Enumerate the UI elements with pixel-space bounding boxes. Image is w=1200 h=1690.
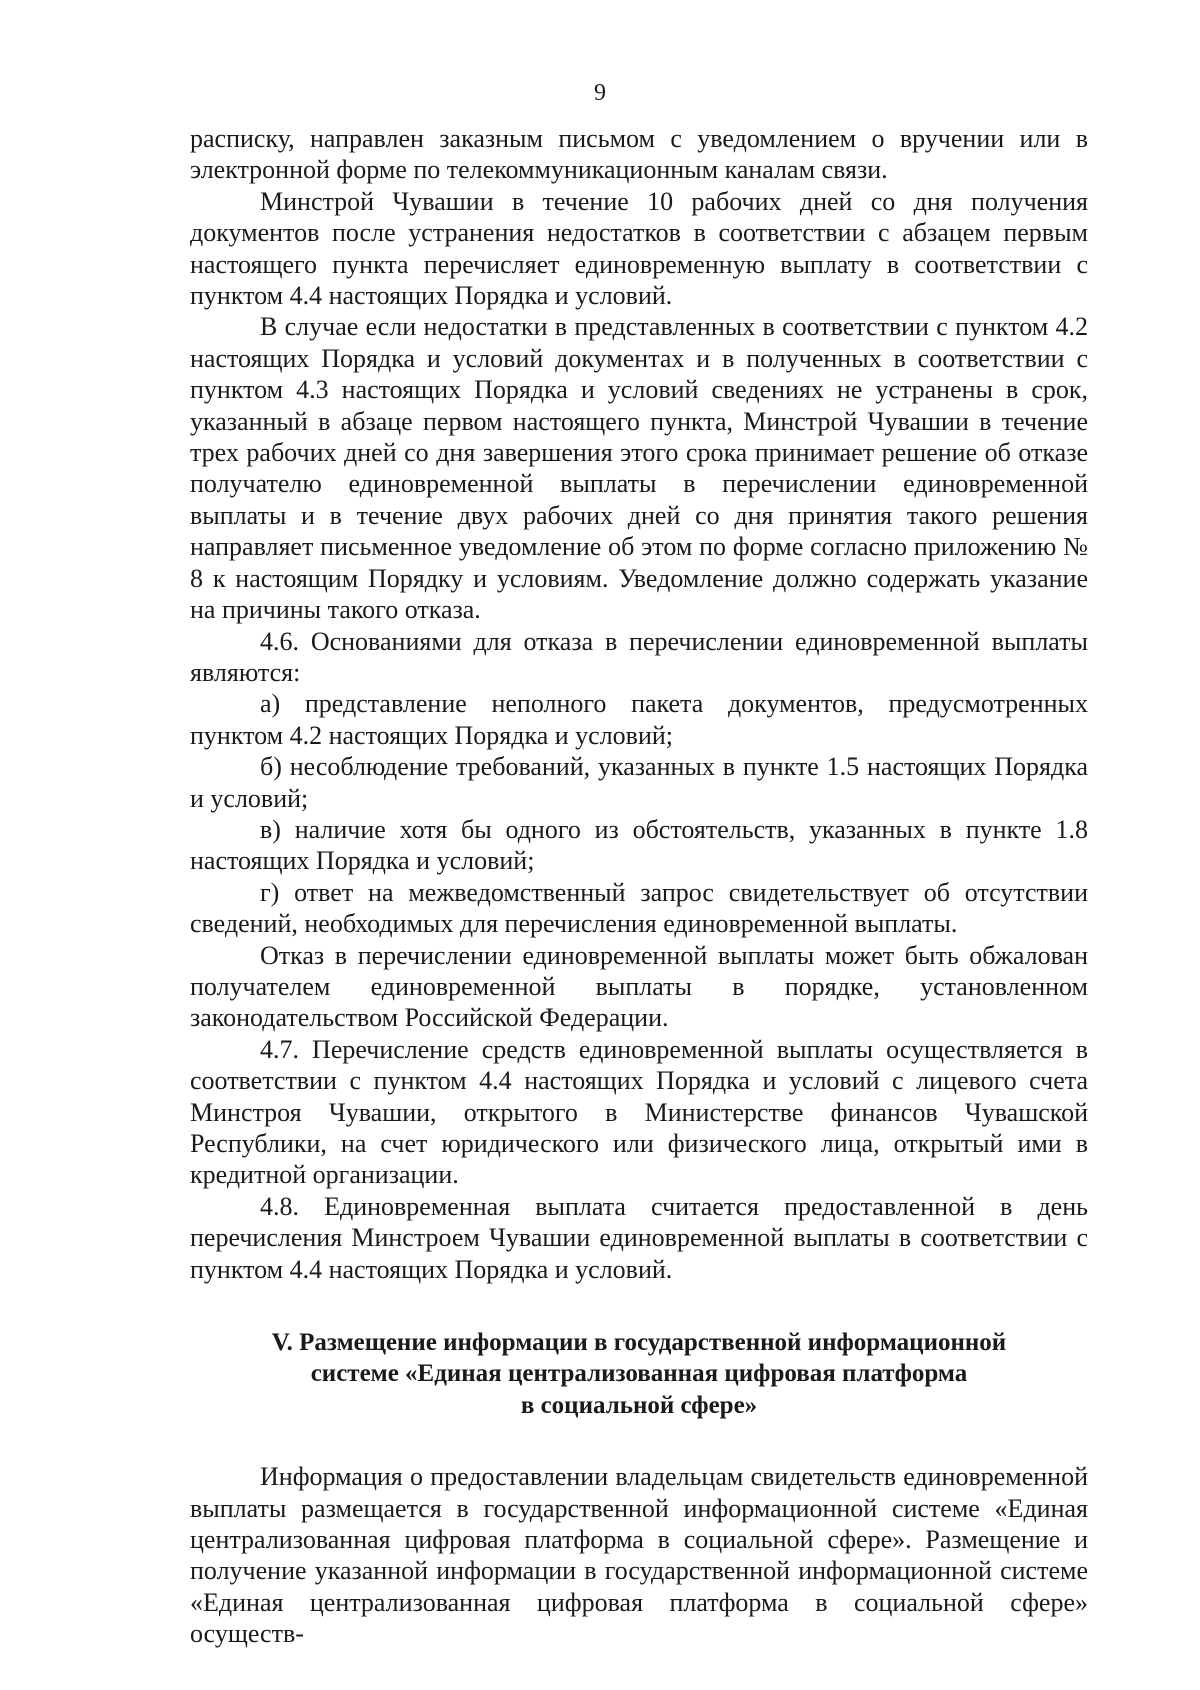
paragraph: В случае если недостатки в представленных в соответствии с пунктом 4.2 настоящих Порядка и условий документах и в полученных в соответствии с пунктом 4.3 настоящих Порядка и условий сведениях не устранены в срок, указанный в абзаце первом настоящего пункта, Минстрой Чувашии в течение трех рабочих дней со дня завершения этого срока принимает решение об отказе получателю единовременной выплаты в перечислении единовременной выплаты и в течение двух рабочих дней со дня принятия такого решения направляет письменное уведомление об этом по форме согласно приложению № 8 к настоящим Порядку и условиям. Уведомление должно содержать указание на причины такого отказа. (190, 312, 1088, 625)
section-heading-line-3: в социальной сфере» (520, 1391, 758, 1419)
document-body (190, 123, 1088, 1650)
page-number: 9 (594, 80, 606, 106)
paragraph: б) несоблюдение требований, указанных в пункте 1.5 настоящих Порядка и условий; (190, 752, 1088, 813)
paragraph: 4.6. Основаниями для отказа в перечислении единовременной выплаты являются: (190, 626, 1088, 687)
paragraphs-after-section (190, 1461, 1088, 1649)
paragraph: Минстрой Чувашии в течение 10 рабочих дней со дня получения документов после устранения недостатков в соответствии с абзацем первым настоящего пункта перечисляет единовременную выплату в соответствии с пунктом 4.4 настоящих Порядка и условий. (190, 186, 1088, 311)
paragraph: 4.7. Перечисление средств единовременной выплаты осуществляется в соответствии с пунктом 4.4 настоящих Порядка и условий с лицевого счета Минстроя Чувашии, открытого в Министерстве финансов Чувашской Республики, на счет юридического или физического лица, открытый ими в кредитной организации. (190, 1034, 1088, 1190)
paragraph: Отказ в перечислении единовременной выплаты может быть обжалован получателем единовременной выплаты в порядке, установленном законодательством Российской Федерации. (190, 940, 1088, 1033)
section-heading-line-1: V. Размещение информации в государственной информационной (271, 1329, 1007, 1357)
paragraph: в) наличие хотя бы одного из обстоятельств, указанных в пункте 1.8 настоящих Порядка и условий; (190, 814, 1088, 876)
paragraph: расписку, направлен заказным письмом с уведомлением о вручении или в электронной форме по телекоммуникационным каналам связи. (190, 124, 1088, 185)
paragraphs-before-section (190, 123, 1088, 1285)
paragraph: Информация о предоставлении владельцам свидетельств единовременной выплаты размещается в государственной информационной системе «Единая централизованная цифровая платформа в социальной сфере». Размещение и получение указанной информации в государственной информационной системе «Единая централизованная цифровая платформа в социальной сфере» осуществ- (190, 1462, 1088, 1649)
paragraph: 4.8. Единовременная выплата считается предоставленной в день перечисления Минстроем Чувашии единовременной выплаты в соответствии с пунктом 4.4 настоящих Порядка и условий. (190, 1191, 1088, 1284)
paragraph: г) ответ на межведомственный запрос свидетельствует об отсутствии сведений, необходимых для перечисления единовременной выплаты. (190, 877, 1088, 939)
paragraph: а) представление неполного пакета документов, предусмотренных пунктом 4.2 настоящих Порядка и условий; (190, 689, 1088, 750)
section-heading-line-2: системе «Единая централизованная цифровая платформа (310, 1360, 968, 1388)
section-heading (190, 1327, 1088, 1421)
